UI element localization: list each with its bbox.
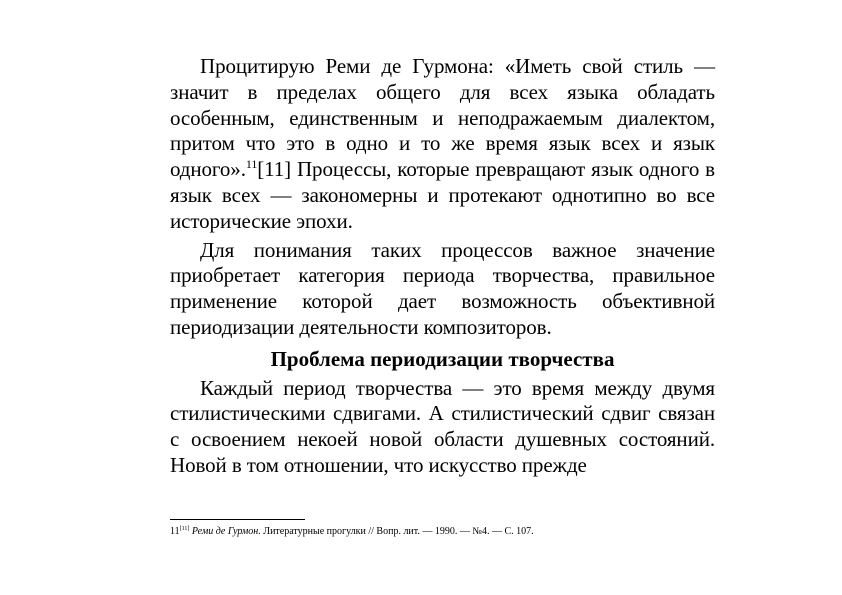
- paragraph-1-text-end: [11] Процессы, которые превращают язык одного в язык всех — закономерны и протекают однотипно во все исторические эпохи.: [170, 157, 715, 233]
- paragraph-1: [170, 54, 715, 235]
- footnote-number: 11: [170, 526, 180, 537]
- footnote-text: Литературные прогулки // Вопр. лит. — 1990. — №4. — С. 107.: [260, 526, 534, 537]
- paragraph-1-text-start: Процитирую Реми де Гурмона: «Иметь свой стиль — значит в пределах общего для всех языка обладать особенным, единственным и неподражаемым диалектом, притом что это в одно и то же время язык всех и язык одного».: [170, 54, 715, 182]
- paragraph-2: Для понимания таких процессов важное значение приобретает категория периода творчества, правильное применение которой дает возможность объективной периодизации деятельности композиторов.: [170, 237, 715, 339]
- footnote-author: Реми де Гурмон.: [191, 526, 261, 537]
- footnote-reference: 11: [245, 157, 258, 172]
- page-body: [170, 54, 715, 479]
- section-heading: Проблема периодизации творчества: [270, 346, 615, 371]
- footnote-sup-ref: [11]: [179, 526, 190, 532]
- footnote: [170, 526, 715, 538]
- paragraph-3: Каждый период творчества — это время между двумя стилистическими сдвигами. А стилистический сдвиг связан с освоением некоей новой области душевных состояний. Новой в том отношении, что искусство прежде: [170, 375, 715, 477]
- footnote-divider: [170, 519, 305, 520]
